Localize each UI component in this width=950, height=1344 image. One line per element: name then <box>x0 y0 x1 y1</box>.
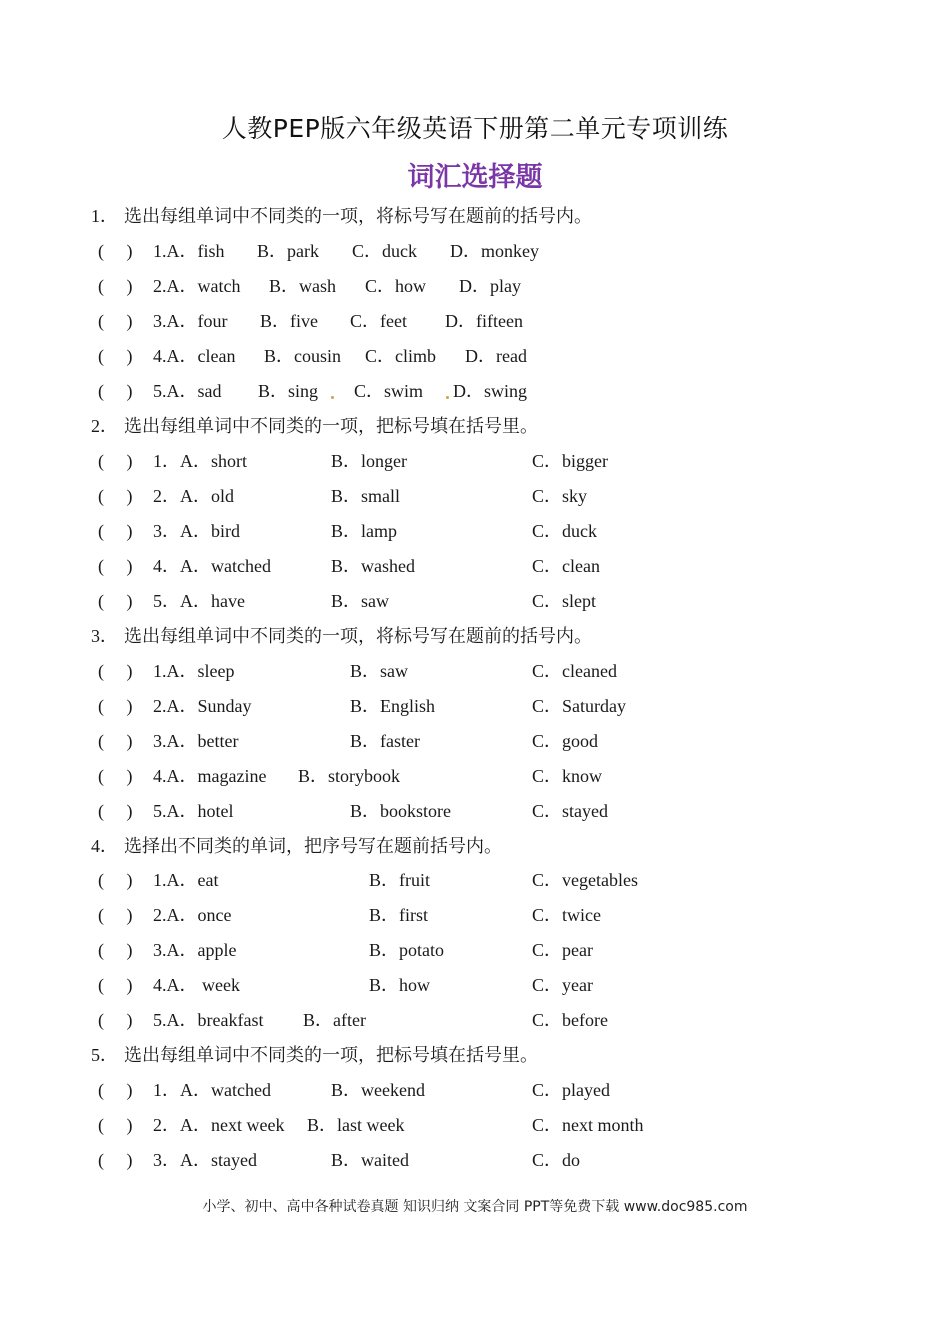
option-a: 1.A．fish <box>153 241 225 261</box>
section-1-heading <box>91 203 592 229</box>
answer-parentheses[interactable]: ( ) <box>98 486 133 506</box>
answer-parentheses[interactable]: ( ) <box>98 696 133 716</box>
option-b: B．how <box>369 975 431 995</box>
option-b: B．storybook <box>298 766 401 786</box>
question-row <box>0 553 950 579</box>
section-number: 4． <box>91 836 118 856</box>
section-number: 5． <box>91 1045 118 1065</box>
option-b: B．English <box>350 696 436 716</box>
answer-parentheses[interactable]: ( ) <box>98 975 133 995</box>
answer-parentheses[interactable]: ( ) <box>98 346 133 366</box>
stray-mark <box>446 396 449 399</box>
option-b: B．washed <box>331 556 415 576</box>
option-d: D．monkey <box>450 241 539 261</box>
option-c: C．pear <box>532 940 593 960</box>
option-d: D．fifteen <box>445 311 523 331</box>
option-b: B．longer <box>331 451 407 471</box>
option-c: C．twice <box>532 905 601 925</box>
answer-parentheses[interactable]: ( ) <box>98 905 133 925</box>
question-row <box>0 448 950 474</box>
option-b: B．fruit <box>369 870 430 890</box>
option-b: B．saw <box>350 661 408 681</box>
option-b: B．bookstore <box>350 801 451 821</box>
option-b: B．sing <box>258 381 319 401</box>
answer-parentheses[interactable]: ( ) <box>98 940 133 960</box>
option-c: C．cleaned <box>532 661 617 681</box>
answer-parentheses[interactable]: ( ) <box>98 451 133 471</box>
option-a: 2.A．Sunday <box>153 696 252 716</box>
answer-parentheses[interactable]: ( ) <box>98 801 133 821</box>
option-b: B．after <box>303 1010 366 1030</box>
answer-parentheses[interactable]: ( ) <box>98 311 133 331</box>
answer-parentheses[interactable]: ( ) <box>98 556 133 576</box>
option-b: B．waited <box>331 1150 409 1170</box>
question-row <box>0 378 950 404</box>
section-4-heading <box>91 833 502 859</box>
question-row <box>0 273 950 299</box>
section-instruction: 选择出不同类的单词，把序号写在题前括号内。 <box>124 836 502 856</box>
answer-parentheses[interactable]: ( ) <box>98 766 133 786</box>
option-c: C．sky <box>532 486 588 506</box>
option-c: C．stayed <box>532 801 608 821</box>
section-instruction: 选出每组单词中不同类的一项，把标号填在括号里。 <box>124 416 538 436</box>
question-row <box>0 1112 950 1138</box>
option-c: C．slept <box>532 591 597 611</box>
question-row <box>0 763 950 789</box>
option-c: C．know <box>532 766 603 786</box>
question-row <box>0 937 950 963</box>
option-c: C．how <box>365 276 427 296</box>
answer-parentheses[interactable]: ( ) <box>98 241 133 261</box>
answer-parentheses[interactable]: ( ) <box>98 381 133 401</box>
question-row <box>0 693 950 719</box>
option-a: 4．A．watched <box>153 556 271 576</box>
option-a: 2.A．watch <box>153 276 241 296</box>
option-c: C．climb <box>365 346 436 366</box>
option-b: B．lamp <box>331 521 397 541</box>
option-a: 3.A．apple <box>153 940 237 960</box>
question-row <box>0 308 950 334</box>
question-row <box>0 1007 950 1033</box>
option-a: 3.A．better <box>153 731 239 751</box>
answer-parentheses[interactable]: ( ) <box>98 1080 133 1100</box>
option-a: 1．A．watched <box>153 1080 271 1100</box>
option-a: 3.A．four <box>153 311 228 331</box>
option-c: C．played <box>532 1080 610 1100</box>
answer-parentheses[interactable]: ( ) <box>98 1150 133 1170</box>
option-c: C．feet <box>350 311 407 331</box>
question-row <box>0 238 950 264</box>
answer-parentheses[interactable]: ( ) <box>98 1010 133 1030</box>
answer-parentheses[interactable]: ( ) <box>98 521 133 541</box>
question-row <box>0 728 950 754</box>
answer-parentheses[interactable]: ( ) <box>98 731 133 751</box>
option-a: 4.A． week <box>153 975 240 995</box>
option-b: B．wash <box>269 276 336 296</box>
question-row <box>0 867 950 893</box>
option-c: C．do <box>532 1150 581 1170</box>
answer-parentheses[interactable]: ( ) <box>98 870 133 890</box>
option-a: 2.A．once <box>153 905 232 925</box>
page-title: 人教PEP版六年级英语下册第二单元专项训练 <box>221 114 729 143</box>
option-c: C．next month <box>532 1115 644 1135</box>
option-c: C．bigger <box>532 451 608 471</box>
option-c: C．year <box>532 975 593 995</box>
question-row <box>0 658 950 684</box>
option-a: 4.A．magazine <box>153 766 267 786</box>
question-row <box>0 902 950 928</box>
option-b: B．cousin <box>264 346 342 366</box>
option-a: 5.A．breakfast <box>153 1010 264 1030</box>
answer-parentheses[interactable]: ( ) <box>98 276 133 296</box>
question-row <box>0 343 950 369</box>
option-c: C．vegetables <box>532 870 638 890</box>
question-row <box>0 1077 950 1103</box>
question-row <box>0 588 950 614</box>
option-b: B．park <box>257 241 319 261</box>
section-instruction: 选出每组单词中不同类的一项，将标号写在题前的括号内。 <box>124 626 592 646</box>
section-5-heading <box>91 1042 538 1068</box>
answer-parentheses[interactable]: ( ) <box>98 661 133 681</box>
section-3-heading <box>91 623 592 649</box>
option-b: B．faster <box>350 731 420 751</box>
option-c: C．clean <box>532 556 600 576</box>
option-a: 5．A．have <box>153 591 245 611</box>
option-c: C．duck <box>352 241 417 261</box>
option-b: B．saw <box>331 591 389 611</box>
section-number: 2． <box>91 416 118 436</box>
option-d: D．swing <box>453 381 528 401</box>
option-c: C．good <box>532 731 599 751</box>
option-a: 4.A．clean <box>153 346 236 366</box>
answer-parentheses[interactable]: ( ) <box>98 1115 133 1135</box>
question-row <box>0 798 950 824</box>
option-a: 5.A．hotel <box>153 801 234 821</box>
section-number: 1． <box>91 206 118 226</box>
option-d: D．play <box>459 276 521 296</box>
question-row <box>0 972 950 998</box>
option-a: 1．A．short <box>153 451 247 471</box>
option-b: B．last week <box>307 1115 405 1135</box>
option-b: B．five <box>260 311 318 331</box>
option-a: 3．A．bird <box>153 521 240 541</box>
question-row <box>0 483 950 509</box>
option-d: D．read <box>465 346 527 366</box>
option-c: C．before <box>532 1010 608 1030</box>
section-instruction: 选出每组单词中不同类的一项，将标号写在题前的括号内。 <box>124 206 592 226</box>
answer-parentheses[interactable]: ( ) <box>98 591 133 611</box>
option-c: C．duck <box>532 521 597 541</box>
option-a: 1.A．sleep <box>153 661 235 681</box>
section-2-heading <box>91 413 538 439</box>
footer-text: 小学、初中、高中各种试卷真题 知识归纳 文案合同 PPT等免费下载 www.doc985.com <box>202 1199 748 1215</box>
stray-mark <box>331 396 334 399</box>
option-b: B．first <box>369 905 429 925</box>
option-a: 3．A．stayed <box>153 1150 257 1170</box>
option-b: B．potato <box>369 940 444 960</box>
option-c: C．Saturday <box>532 696 626 716</box>
section-instruction: 选出每组单词中不同类的一项，把标号填在括号里。 <box>124 1045 538 1065</box>
page-subtitle: 词汇选择题 <box>407 162 543 193</box>
option-a: 1.A．eat <box>153 870 219 890</box>
question-row <box>0 1147 950 1173</box>
option-a: 2．A．next week <box>153 1115 285 1135</box>
option-b: B．small <box>331 486 401 506</box>
option-c: C．swim <box>354 381 424 401</box>
option-a: 2．A．old <box>153 486 234 506</box>
option-b: B．weekend <box>331 1080 425 1100</box>
question-row <box>0 518 950 544</box>
section-number: 3． <box>91 626 118 646</box>
option-a: 5.A．sad <box>153 381 222 401</box>
